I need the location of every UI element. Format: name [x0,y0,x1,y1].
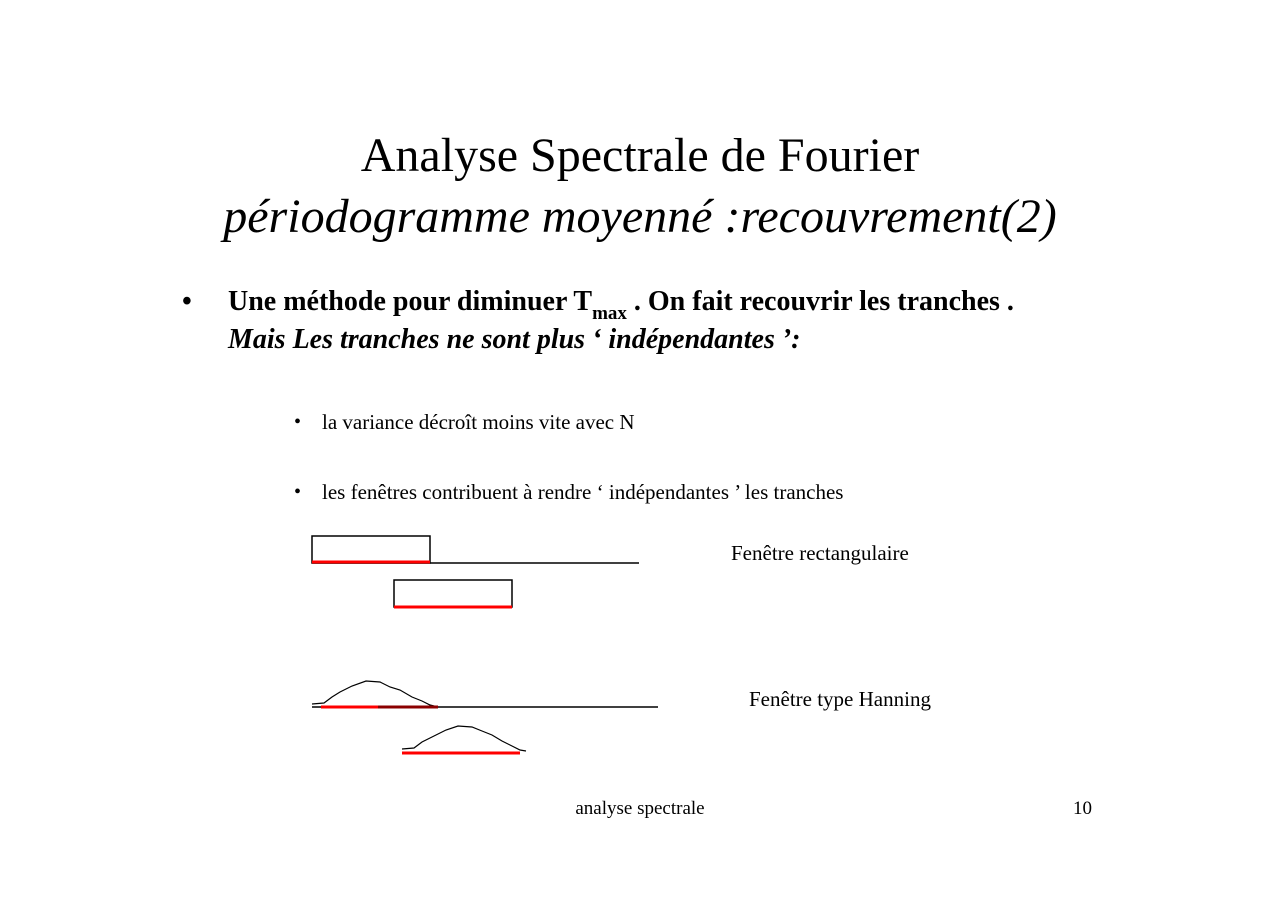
hanning-window-label: Fenêtre type Hanning [749,687,931,711]
slide-title: Analyse Spectrale de Fourier [360,129,920,182]
sub-bullet-1: • [294,411,302,433]
page-number: 10 [1073,798,1092,819]
main-point-line2: Mais Les tranches ne sont plus ‘ indépendantes ’: [228,324,801,355]
footer-title: analyse spectrale [575,798,705,819]
rect-window-2 [394,580,512,607]
sub-point-windows: les fenêtres contribuent à rendre ‘ indépendantes ’ les tranches [322,480,844,504]
hann-window-1-curve [312,681,438,707]
sub-bullet-2: • [294,481,302,503]
hann-window-2-curve [402,726,526,751]
hanning-window-diagram [312,681,658,753]
slide-subtitle: périodogramme moyenné :recouvrement(2) [223,190,1057,243]
tmax-subscript: max [592,303,627,324]
main-point-text-before: Une méthode pour diminuer T [228,286,593,317]
main-bullet: • [182,286,192,317]
main-point-text-after: . On fait recouvrir les tranches . [626,286,1014,317]
rectangular-window-label: Fenêtre rectangulaire [731,541,909,565]
rect-window-1 [312,536,430,563]
rectangular-window-diagram [312,536,639,607]
sub-point-variance: la variance décroît moins vite avec N [322,410,635,434]
